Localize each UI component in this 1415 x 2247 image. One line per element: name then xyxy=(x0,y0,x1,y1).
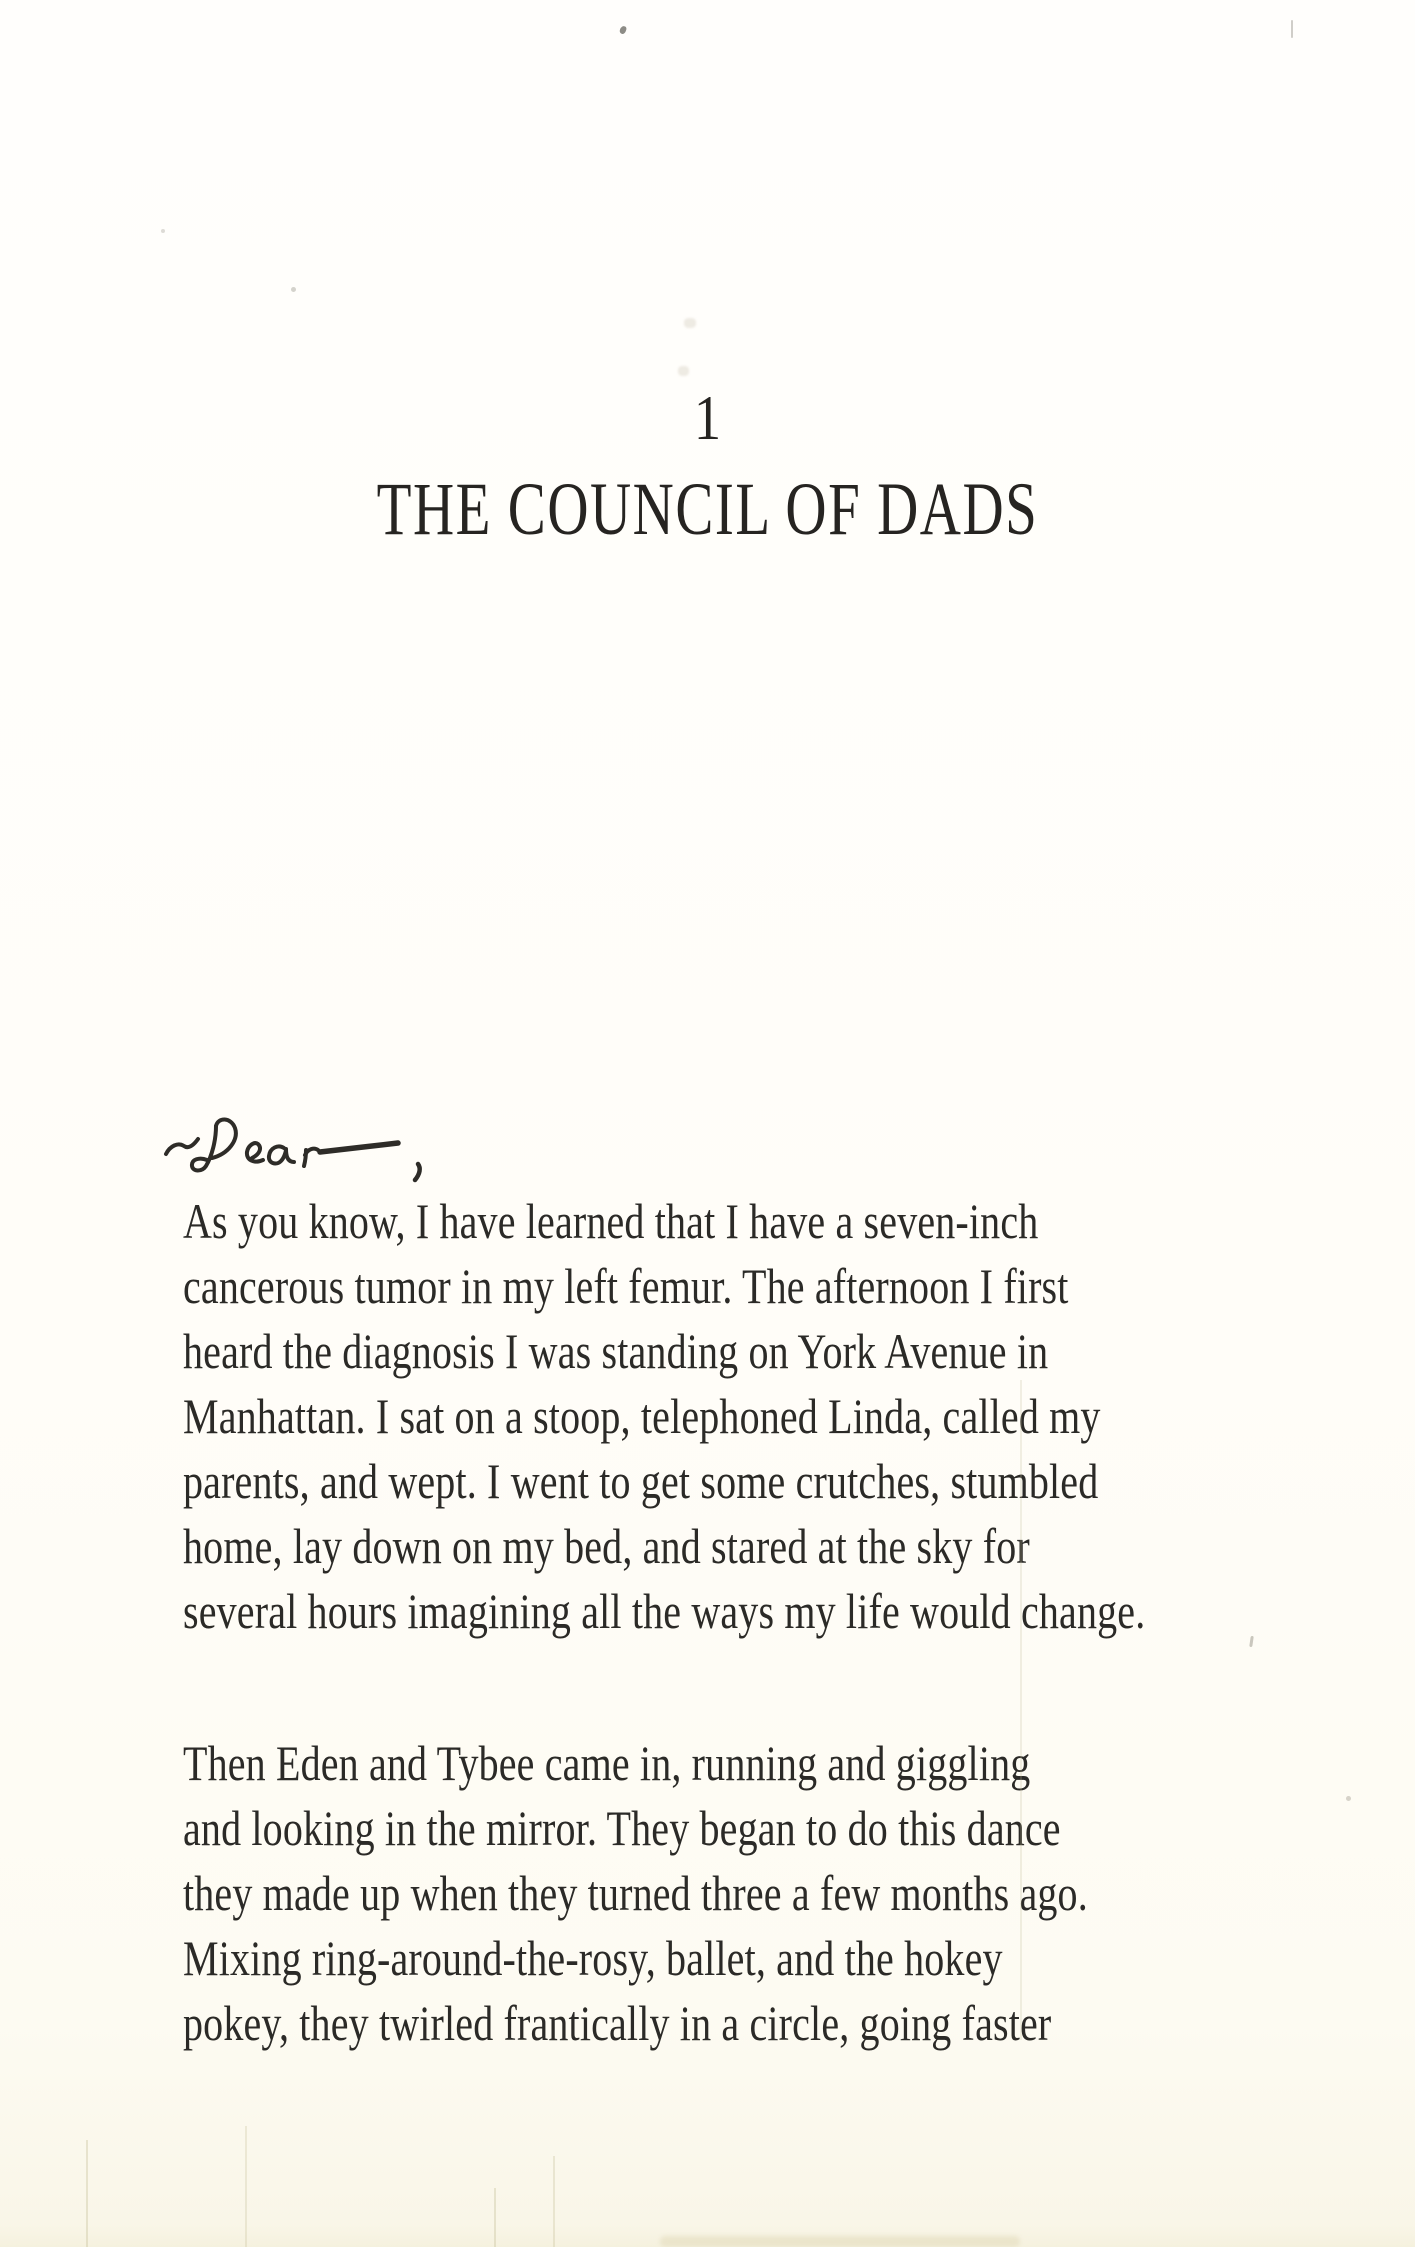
text-line: they made up when they turned three a few months ago. xyxy=(183,1865,1088,1921)
text-line: As you know, I have learned that I have a seven-inch xyxy=(183,1193,1039,1249)
text-line: several hours imagining all the ways my life would change. xyxy=(183,1583,1146,1639)
text-line: parents, and wept. I went to get some crutches, stumbled xyxy=(183,1453,1099,1509)
text-line: heard the diagnosis I was standing on York Avenue in xyxy=(183,1323,1049,1379)
text-line: cancerous tumor in my left femur. The afternoon I first xyxy=(183,1258,1069,1314)
scan-speck xyxy=(619,25,627,35)
scan-crease xyxy=(245,2126,247,2247)
text-line: pokey, they twirled frantically in a circle, going faster xyxy=(183,1995,1052,2051)
chapter-title: THE COUNCIL OF DADS xyxy=(376,468,1039,551)
scan-speck xyxy=(161,229,165,233)
text-line: Manhattan. I sat on a stoop, telephoned Linda, called my xyxy=(183,1388,1101,1444)
scan-smudge xyxy=(678,366,689,376)
handwriting-dear-icon xyxy=(160,1102,440,1187)
scan-crease xyxy=(553,2156,555,2247)
scan-speck xyxy=(1346,1796,1351,1801)
paragraph-1 xyxy=(183,1189,1255,1644)
text-line: Mixing ring-around-the-rosy, ballet, and the hokey xyxy=(183,1930,1003,1986)
scan-crease xyxy=(494,2188,496,2247)
text-line: home, lay down on my bed, and stared at the sky for xyxy=(183,1518,1030,1574)
scan-crease xyxy=(86,2140,88,2247)
text-line: and looking in the mirror. They began to do this dance xyxy=(183,1800,1061,1856)
scan-speck xyxy=(1291,20,1293,38)
handwritten-salutation xyxy=(160,1102,440,1187)
scan-crease xyxy=(1020,1380,1022,2040)
paragraph-2 xyxy=(183,1731,1255,2056)
scan-smudge xyxy=(684,318,696,328)
scan-smudge xyxy=(660,2236,1020,2247)
scan-speck xyxy=(291,287,296,292)
chapter-number: 1 xyxy=(693,382,722,453)
text-line: Then Eden and Tybee came in, running and giggling xyxy=(183,1735,1031,1791)
